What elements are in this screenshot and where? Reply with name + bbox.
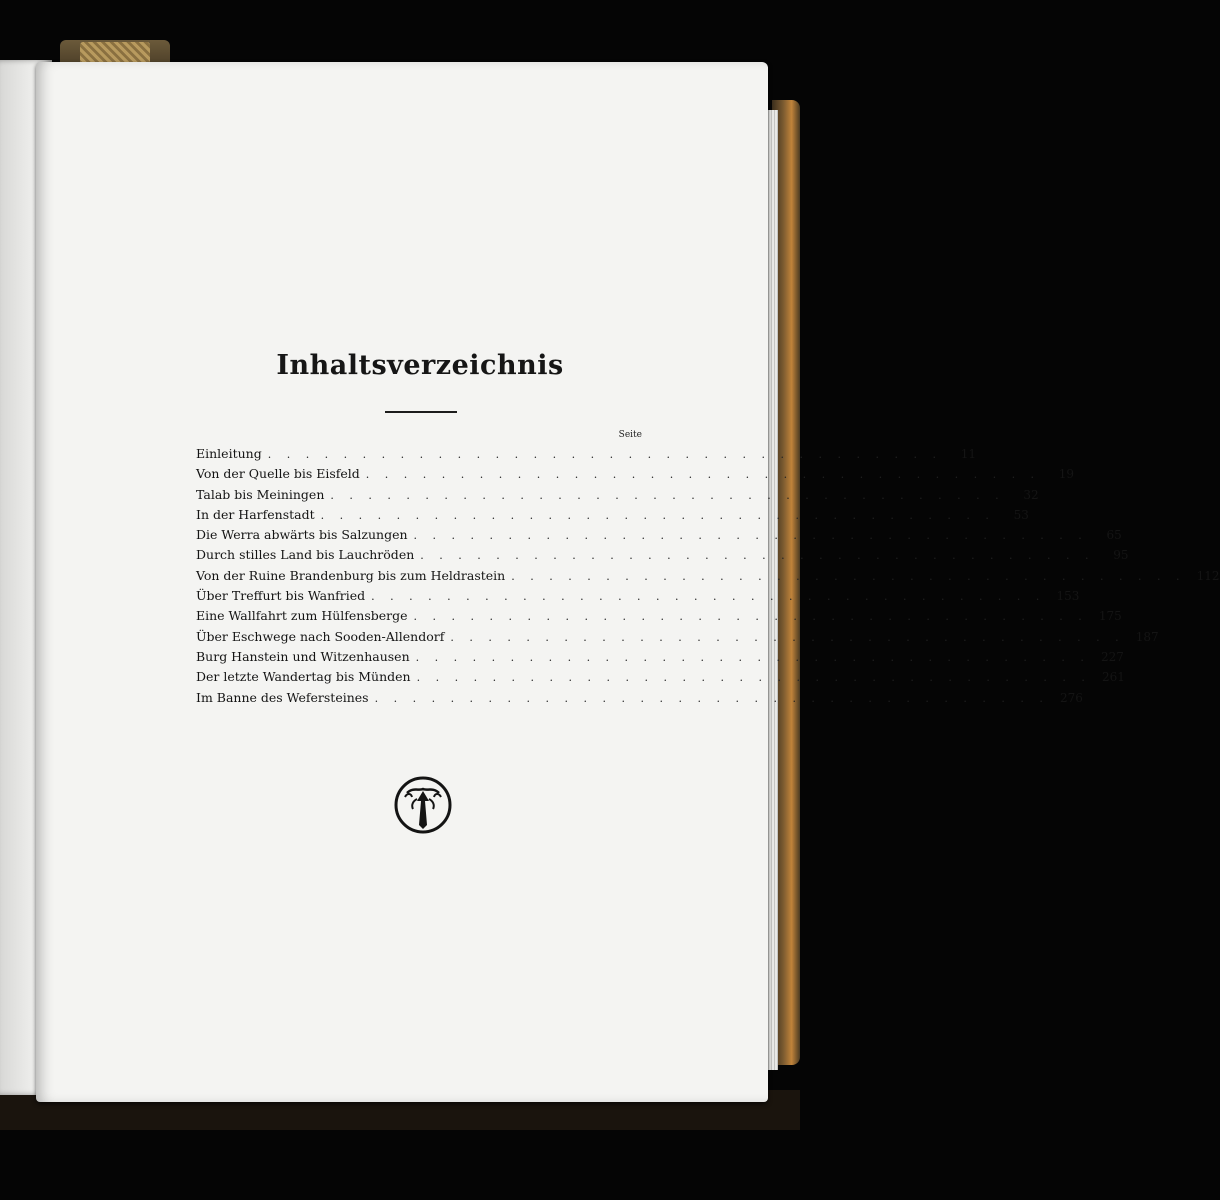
- table-of-contents: [196, 446, 1220, 710]
- toc-entry: [196, 689, 1083, 710]
- toc-entry-title: Von der Quelle bis Eisfeld: [196, 466, 360, 482]
- toc-leader: . . . . . . . . . . . . . . . . . . . . . . . . . . . . . . . . . . . .: [374, 691, 1049, 705]
- toc-entry-page: 95: [1113, 548, 1129, 563]
- toc-entry: [196, 547, 1129, 567]
- page-column-label: Seite: [618, 430, 642, 440]
- toc-entry-title: Über Eschwege nach Sooden-Allendorf: [196, 628, 445, 644]
- toc-leader: . . . . . . . . . . . . . . . . . . . . . . . . . . . . . . . . . . . .: [450, 630, 1125, 644]
- toc-entry: [196, 567, 1220, 588]
- toc-entry: [196, 608, 1122, 628]
- toc-entry-page: 227: [1100, 649, 1124, 664]
- toc-entry-title: Talab bis Meiningen: [196, 486, 325, 502]
- toc-entry: [196, 506, 1029, 527]
- toc-entry-title: Die Werra abwärts bis Salzungen: [196, 527, 408, 543]
- toc-entry-title: Einleitung: [196, 446, 262, 461]
- toc-entry-page: 175: [1098, 609, 1122, 624]
- toc-leader: . . . . . . . . . . . . . . . . . . . . . . . . . . . . . . . . . . . .: [413, 610, 1088, 624]
- toc-entry-page: 153: [1056, 589, 1080, 604]
- toc-entry-title: Von der Ruine Brandenburg bis zum Heldrastein: [196, 567, 506, 583]
- toc-entry-page: 187: [1135, 629, 1159, 644]
- toc-entry: [196, 466, 1075, 486]
- toc-entry-page: 65: [1106, 528, 1122, 543]
- toc-entry-title: In der Harfenstadt: [196, 506, 315, 522]
- page-title: Inhaltsverzeichnis: [276, 350, 564, 381]
- toc-entry: [196, 486, 1039, 507]
- toc-leader: . . . . . . . . . . . . . . . . . . . . . . . . . . . . . . . . . . . .: [413, 529, 1088, 543]
- toc-entry-title: Burg Hanstein und Witzenhausen: [196, 648, 410, 664]
- toc-leader: . . . . . . . . . . . . . . . . . . . . . . . . . . . . . . . . . . . .: [420, 549, 1095, 563]
- toc-entry-page: 19: [1058, 467, 1075, 482]
- toc-leader: . . . . . . . . . . . . . . . . . . . . . . . . . . . . . . . . . . . .: [267, 448, 942, 461]
- toc-entry-page: 32: [1023, 487, 1039, 502]
- toc-leader: . . . . . . . . . . . . . . . . . . . . . . . . . . . . . . . . . . . .: [330, 488, 1005, 502]
- toc-entry: [196, 588, 1080, 608]
- toc-leader: . . . . . . . . . . . . . . . . . . . . . . . . . . . . . . . . . . . .: [416, 671, 1091, 685]
- toc-entry-page: 112: [1196, 568, 1220, 583]
- toc-leader: . . . . . . . . . . . . . . . . . . . . . . . . . . . . . . . . . . . .: [365, 468, 1041, 482]
- toc-entry-page: 53: [1013, 507, 1029, 522]
- toc-entry: [196, 527, 1122, 547]
- publisher-emblem-icon: [393, 775, 453, 835]
- toc-leader: . . . . . . . . . . . . . . . . . . . . . . . . . . . . . . . . . . . .: [511, 569, 1186, 583]
- toc-leader: . . . . . . . . . . . . . . . . . . . . . . . . . . . . . . . . . . . .: [415, 650, 1090, 664]
- toc-leader: . . . . . . . . . . . . . . . . . . . . . . . . . . . . . . . . . . . .: [320, 508, 995, 522]
- toc-entry-title: Im Banne des Wefersteines: [196, 689, 369, 705]
- toc-entry: [196, 628, 1159, 649]
- toc-entry-title: Der letzte Wandertag bis Münden: [196, 669, 411, 685]
- toc-entry-page: 11: [960, 447, 976, 461]
- toc-entry: [196, 446, 976, 466]
- toc-entry-page: 276: [1059, 690, 1083, 705]
- toc-entry: [196, 648, 1124, 669]
- toc-leader: . . . . . . . . . . . . . . . . . . . . . . . . . . . . . . . . . . . .: [371, 590, 1046, 604]
- toc-entry-title: Über Treffurt bis Wanfried: [196, 588, 366, 604]
- title-rule: [385, 411, 457, 413]
- toc-entry: [196, 669, 1125, 689]
- toc-entry-title: Eine Wallfahrt zum Hülfensberge: [196, 608, 408, 624]
- toc-entry-title: Durch stilles Land bis Lauchröden: [196, 547, 415, 563]
- toc-entry-page: 261: [1101, 670, 1125, 685]
